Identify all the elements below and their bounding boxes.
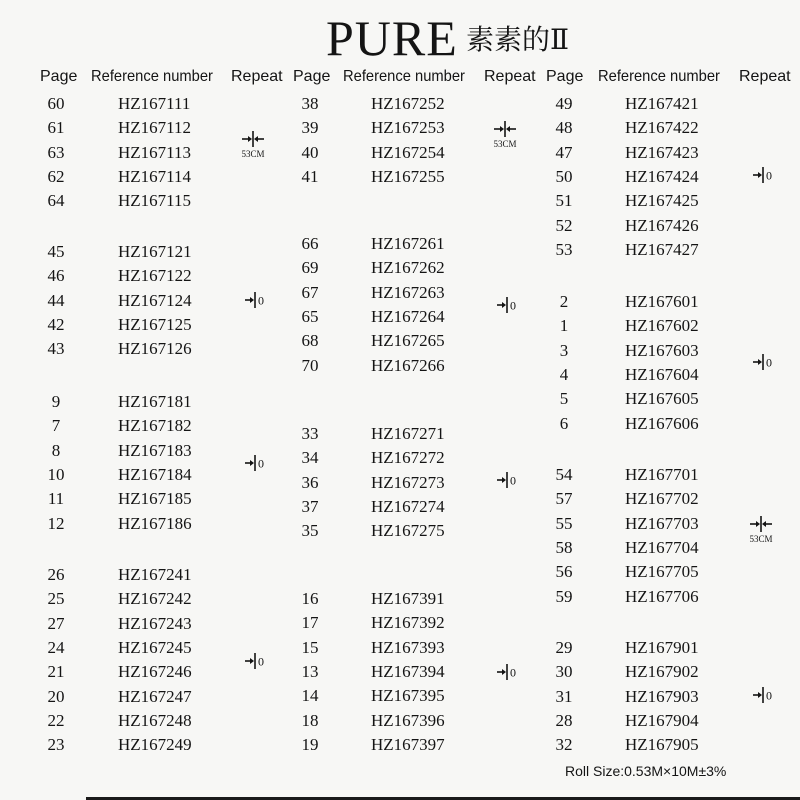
header-repeat-col2: Repeat (484, 68, 536, 85)
header-reference-col3: Reference number (598, 68, 720, 85)
page-number: 49 (555, 94, 573, 113)
page-number: 22 (47, 711, 65, 730)
svg-text:0: 0 (766, 688, 772, 703)
reference-number: HZ167275 (371, 521, 445, 540)
page-number: 48 (555, 118, 573, 137)
straight-repeat-icon (752, 165, 774, 185)
reference-number: HZ167606 (625, 414, 699, 433)
offset-repeat-label: 53CM (749, 534, 773, 544)
page-number: 19 (301, 735, 319, 754)
page-number: 31 (555, 687, 573, 706)
reference-number: HZ167126 (118, 339, 192, 358)
page-number: 10 (47, 465, 65, 484)
svg-text:0: 0 (510, 473, 516, 488)
reference-number: HZ167706 (625, 587, 699, 606)
reference-number: HZ167397 (371, 735, 445, 754)
reference-number: HZ167266 (371, 356, 445, 375)
reference-number: HZ167274 (371, 497, 445, 516)
reference-number: HZ167112 (118, 118, 192, 137)
straight-repeat-icon (752, 352, 774, 372)
svg-text:0: 0 (258, 293, 264, 308)
reference-number: HZ167602 (625, 316, 699, 335)
brand-title: PURE (326, 10, 458, 66)
page-number: 14 (301, 686, 319, 705)
reference-number: HZ167111 (118, 94, 191, 113)
header-repeat-col1: Repeat (231, 68, 283, 85)
header-reference-col1: Reference number (91, 68, 213, 85)
reference-number: HZ167113 (118, 143, 192, 162)
reference-number: HZ167902 (625, 662, 699, 681)
page-number: 60 (47, 94, 65, 113)
page-number: 42 (47, 315, 65, 334)
page-number: 29 (555, 638, 573, 657)
page-number: 12 (47, 514, 65, 533)
reference-number: HZ167903 (625, 687, 699, 706)
reference-number: HZ167125 (118, 315, 192, 334)
page-number: 5 (559, 389, 569, 408)
reference-number: HZ167122 (118, 266, 192, 285)
straight-repeat-icon (496, 662, 518, 682)
offset-repeat-label: 53CM (493, 139, 517, 149)
reference-number: HZ167272 (371, 448, 445, 467)
page-number: 59 (555, 587, 573, 606)
page-number: 39 (301, 118, 319, 137)
page-number: 56 (555, 562, 573, 581)
page-number: 13 (301, 662, 319, 681)
page-number: 35 (301, 521, 319, 540)
page-number: 15 (301, 638, 319, 657)
page-number: 45 (47, 242, 65, 261)
reference-number: HZ167121 (118, 242, 192, 261)
page-number: 16 (301, 589, 319, 608)
page-number: 27 (47, 614, 65, 633)
straight-repeat-icon (496, 470, 518, 490)
page-number: 11 (47, 489, 65, 508)
page-number: 20 (47, 687, 65, 706)
reference-number: HZ167253 (371, 118, 445, 137)
page-number: 30 (555, 662, 573, 681)
reference-number: HZ167181 (118, 392, 192, 411)
reference-number: HZ167601 (625, 292, 699, 311)
page-number: 32 (555, 735, 573, 754)
reference-number: HZ167703 (625, 514, 699, 533)
page-number: 1 (559, 316, 569, 335)
header-page-col2: Page (293, 68, 331, 85)
straight-repeat-icon (496, 295, 518, 315)
offset-repeat-icon (485, 120, 525, 149)
reference-number: HZ167426 (625, 216, 699, 235)
reference-number: HZ167185 (118, 489, 192, 508)
header-repeat-col3: Repeat (739, 68, 791, 85)
page-number: 53 (555, 240, 573, 259)
reference-number: HZ167394 (371, 662, 445, 681)
reference-number: HZ167905 (625, 735, 699, 754)
reference-number: HZ167904 (625, 711, 699, 730)
header-reference-col2: Reference number (343, 68, 465, 85)
page-number: 66 (301, 234, 319, 253)
reference-number: HZ167705 (625, 562, 699, 581)
reference-number: HZ167184 (118, 465, 192, 484)
page-number: 41 (301, 167, 319, 186)
reference-number: HZ167241 (118, 565, 192, 584)
reference-number: HZ167704 (625, 538, 699, 557)
page-number: 9 (51, 392, 61, 411)
page-number: 54 (555, 465, 573, 484)
page-number: 61 (47, 118, 65, 137)
reference-number: HZ167392 (371, 613, 445, 632)
page-number: 67 (301, 283, 319, 302)
straight-repeat-icon (752, 685, 774, 705)
page-number: 47 (555, 143, 573, 162)
page-number: 52 (555, 216, 573, 235)
page-number: 65 (301, 307, 319, 326)
page-number: 7 (51, 416, 61, 435)
reference-number: HZ167603 (625, 341, 699, 360)
reference-number: HZ167396 (371, 711, 445, 730)
straight-repeat-icon (244, 651, 266, 671)
reference-number: HZ167245 (118, 638, 192, 657)
reference-number: HZ167255 (371, 167, 445, 186)
reference-number: HZ167114 (118, 167, 192, 186)
page-number: 18 (301, 711, 319, 730)
svg-text:0: 0 (510, 298, 516, 313)
reference-number: HZ167423 (625, 143, 699, 162)
reference-number: HZ167261 (371, 234, 445, 253)
reference-number: HZ167422 (625, 118, 699, 137)
page-number: 21 (47, 662, 65, 681)
page-number: 55 (555, 514, 573, 533)
page-number: 44 (47, 291, 65, 310)
reference-number: HZ167273 (371, 473, 445, 492)
page-number: 64 (47, 191, 65, 210)
reference-number: HZ167271 (371, 424, 445, 443)
reference-number: HZ167701 (625, 465, 699, 484)
page-number: 38 (301, 94, 319, 113)
page-number: 3 (559, 341, 569, 360)
page-number: 24 (47, 638, 65, 657)
reference-number: HZ167264 (371, 307, 445, 326)
page-number: 69 (301, 258, 319, 277)
reference-number: HZ167427 (625, 240, 699, 259)
reference-number: HZ167254 (371, 143, 445, 162)
reference-number: HZ167252 (371, 94, 445, 113)
title-block (0, 6, 800, 66)
page-number: 37 (301, 497, 319, 516)
page-number: 25 (47, 589, 65, 608)
straight-repeat-icon (244, 290, 266, 310)
offset-repeat-icon (233, 130, 273, 159)
straight-repeat-icon (244, 453, 266, 473)
page-number: 26 (47, 565, 65, 584)
reference-number: HZ167243 (118, 614, 192, 633)
reference-number: HZ167246 (118, 662, 192, 681)
reference-number: HZ167604 (625, 365, 699, 384)
svg-text:0: 0 (510, 665, 516, 680)
page-number: 23 (47, 735, 65, 754)
reference-number: HZ167182 (118, 416, 192, 435)
page-number: 68 (301, 331, 319, 350)
reference-number: HZ167247 (118, 687, 192, 706)
offset-repeat-label: 53CM (241, 149, 265, 159)
reference-number: HZ167248 (118, 711, 192, 730)
page-number: 4 (559, 365, 569, 384)
reference-number: HZ167115 (118, 191, 192, 210)
header-page-col1: Page (40, 68, 78, 85)
page-number: 40 (301, 143, 319, 162)
reference-number: HZ167395 (371, 686, 445, 705)
reference-number: HZ167425 (625, 191, 699, 210)
reference-number: HZ167901 (625, 638, 699, 657)
collection-subtitle: 素素的Ⅱ (466, 25, 570, 56)
page-number: 62 (47, 167, 65, 186)
header-page-col3: Page (546, 68, 584, 85)
reference-number: HZ167265 (371, 331, 445, 350)
reference-number: HZ167263 (371, 283, 445, 302)
reference-number: HZ167393 (371, 638, 445, 657)
svg-text:0: 0 (258, 456, 264, 471)
reference-number: HZ167249 (118, 735, 192, 754)
page-number: 6 (559, 414, 569, 433)
page-number: 46 (47, 266, 65, 285)
reference-number: HZ167242 (118, 589, 192, 608)
page-number: 8 (51, 441, 61, 460)
page-number: 33 (301, 424, 319, 443)
page-number: 51 (555, 191, 573, 210)
page-number: 2 (559, 292, 569, 311)
svg-text:0: 0 (766, 168, 772, 183)
svg-text:0: 0 (258, 654, 264, 669)
reference-number: HZ167421 (625, 94, 699, 113)
page-number: 34 (301, 448, 319, 467)
reference-number: HZ167424 (625, 167, 699, 186)
reference-number: HZ167391 (371, 589, 445, 608)
page-number: 70 (301, 356, 319, 375)
reference-number: HZ167605 (625, 389, 699, 408)
roll-size: Roll Size:0.53M×10M±3% (565, 763, 727, 779)
reference-number: HZ167702 (625, 489, 699, 508)
reference-number: HZ167186 (118, 514, 192, 533)
page-number: 43 (47, 339, 65, 358)
page-number: 36 (301, 473, 319, 492)
reference-number: HZ167262 (371, 258, 445, 277)
page-number: 28 (555, 711, 573, 730)
reference-number: HZ167124 (118, 291, 192, 310)
page-number: 63 (47, 143, 65, 162)
offset-repeat-icon (741, 515, 781, 544)
svg-text:0: 0 (766, 355, 772, 370)
reference-number: HZ167183 (118, 441, 192, 460)
page-number: 50 (555, 167, 573, 186)
page-number: 58 (555, 538, 573, 557)
page-number: 17 (301, 613, 319, 632)
page-number: 57 (555, 489, 573, 508)
